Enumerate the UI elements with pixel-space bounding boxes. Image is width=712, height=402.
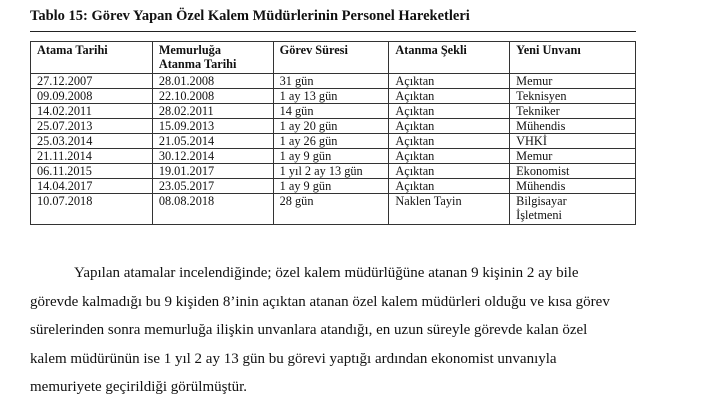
table-cell: Açıktan [389,89,510,104]
cell-line: İşletmeni [516,208,562,222]
body-paragraph [30,259,636,402]
table-cell: 08.08.2018 [152,194,273,225]
header-atanma-sekli: Atanma Şekli [389,42,510,74]
table-cell: 15.09.2013 [152,119,273,134]
table-cell: Açıktan [389,119,510,134]
table-row [31,119,636,134]
table-cell: 06.11.2015 [31,164,153,179]
header-gorev-suresi: Görev Süresi [273,42,389,74]
table-cell: 1 ay 9 gün [273,179,389,194]
table-cell: 14.02.2011 [31,104,153,119]
table-cell: 10.07.2018 [31,194,153,225]
table-row [31,104,636,119]
header-line: Atanma Tarihi [158,57,237,71]
table-row [31,194,636,225]
table-cell: Ekonomist [510,164,636,179]
table-row [31,89,636,104]
table-cell: 14 gün [273,104,389,119]
table-cell [510,194,636,225]
table-cell: Mühendis [510,179,636,194]
table-cell: Teknisyen [510,89,636,104]
table-cell: 30.12.2014 [152,149,273,164]
paragraph-line: sürelerinden sonra memurluğa ilişkin unvanlara atandığı, en uzun süreyle görevde kalan özel [30,322,588,339]
table-cell: 09.09.2008 [31,89,153,104]
table-cell: 25.03.2014 [31,134,153,149]
header-atama-tarihi: Atama Tarihi [31,42,153,74]
table-cell: Açıktan [389,104,510,119]
table-row [31,74,636,89]
cell-line: Bilgisayar [516,194,567,208]
table-cell: Açıktan [389,134,510,149]
table-cell: 31 gün [273,74,389,89]
table-cell: Açıktan [389,74,510,89]
table-cell: 1 ay 26 gün [273,134,389,149]
table-header-row [31,42,636,74]
table-cell: 1 ay 20 gün [273,119,389,134]
table-cell: 21.05.2014 [152,134,273,149]
paragraph-line: memuriyete geçirildiği görülmüştür. [30,379,248,396]
table-row [31,149,636,164]
table-cell: Açıktan [389,164,510,179]
table-cell: 28 gün [273,194,389,225]
table-cell: 1 yıl 2 ay 13 gün [273,164,389,179]
table-cell: 28.01.2008 [152,74,273,89]
table-cell: VHKİ [510,134,636,149]
table-row [31,134,636,149]
title-rule [30,31,636,32]
table-cell: Memur [510,149,636,164]
table-cell: Naklen Tayin [389,194,510,225]
table-cell: 27.12.2007 [31,74,153,89]
table-cell: Mühendis [510,119,636,134]
table-title: Tablo 15: Görev Yapan Özel Kalem Müdürlerinin Personel Hareketleri [30,8,470,24]
table-cell: 23.05.2017 [152,179,273,194]
header-memurluga-atanma-tarihi [152,42,273,74]
header-line: Memurluğa [158,43,221,57]
table-cell: 14.04.2017 [31,179,153,194]
table-cell: Tekniker [510,104,636,119]
table-row [31,179,636,194]
paragraph-line: görevde kalmadığı bu 9 kişiden 8’inin açıktan atanan özel kalem müdürleri olduğu ve kısa görev [30,293,610,310]
table-cell: 22.10.2008 [152,89,273,104]
table-cell: Memur [510,74,636,89]
table-cell: 19.01.2017 [152,164,273,179]
table-cell: 21.11.2014 [31,149,153,164]
paragraph-line: Yapılan atamalar incelendiğinde; özel kalem müdürlüğüne atanan 9 kişinin 2 ay bile [74,265,579,281]
table-cell: 28.02.2011 [152,104,273,119]
table-cell: Açıktan [389,179,510,194]
paragraph-line: kalem müdürünün ise 1 yıl 2 ay 13 gün bu görevi yaptığı ardından ekonomist unvanıyla [30,350,557,367]
table-row [31,164,636,179]
table-cell: 1 ay 9 gün [273,149,389,164]
header-yeni-unvani: Yeni Unvanı [510,42,636,74]
personnel-movements-table [30,41,636,225]
table-cell: 25.07.2013 [31,119,153,134]
table-cell: Açıktan [389,149,510,164]
table-cell: 1 ay 13 gün [273,89,389,104]
